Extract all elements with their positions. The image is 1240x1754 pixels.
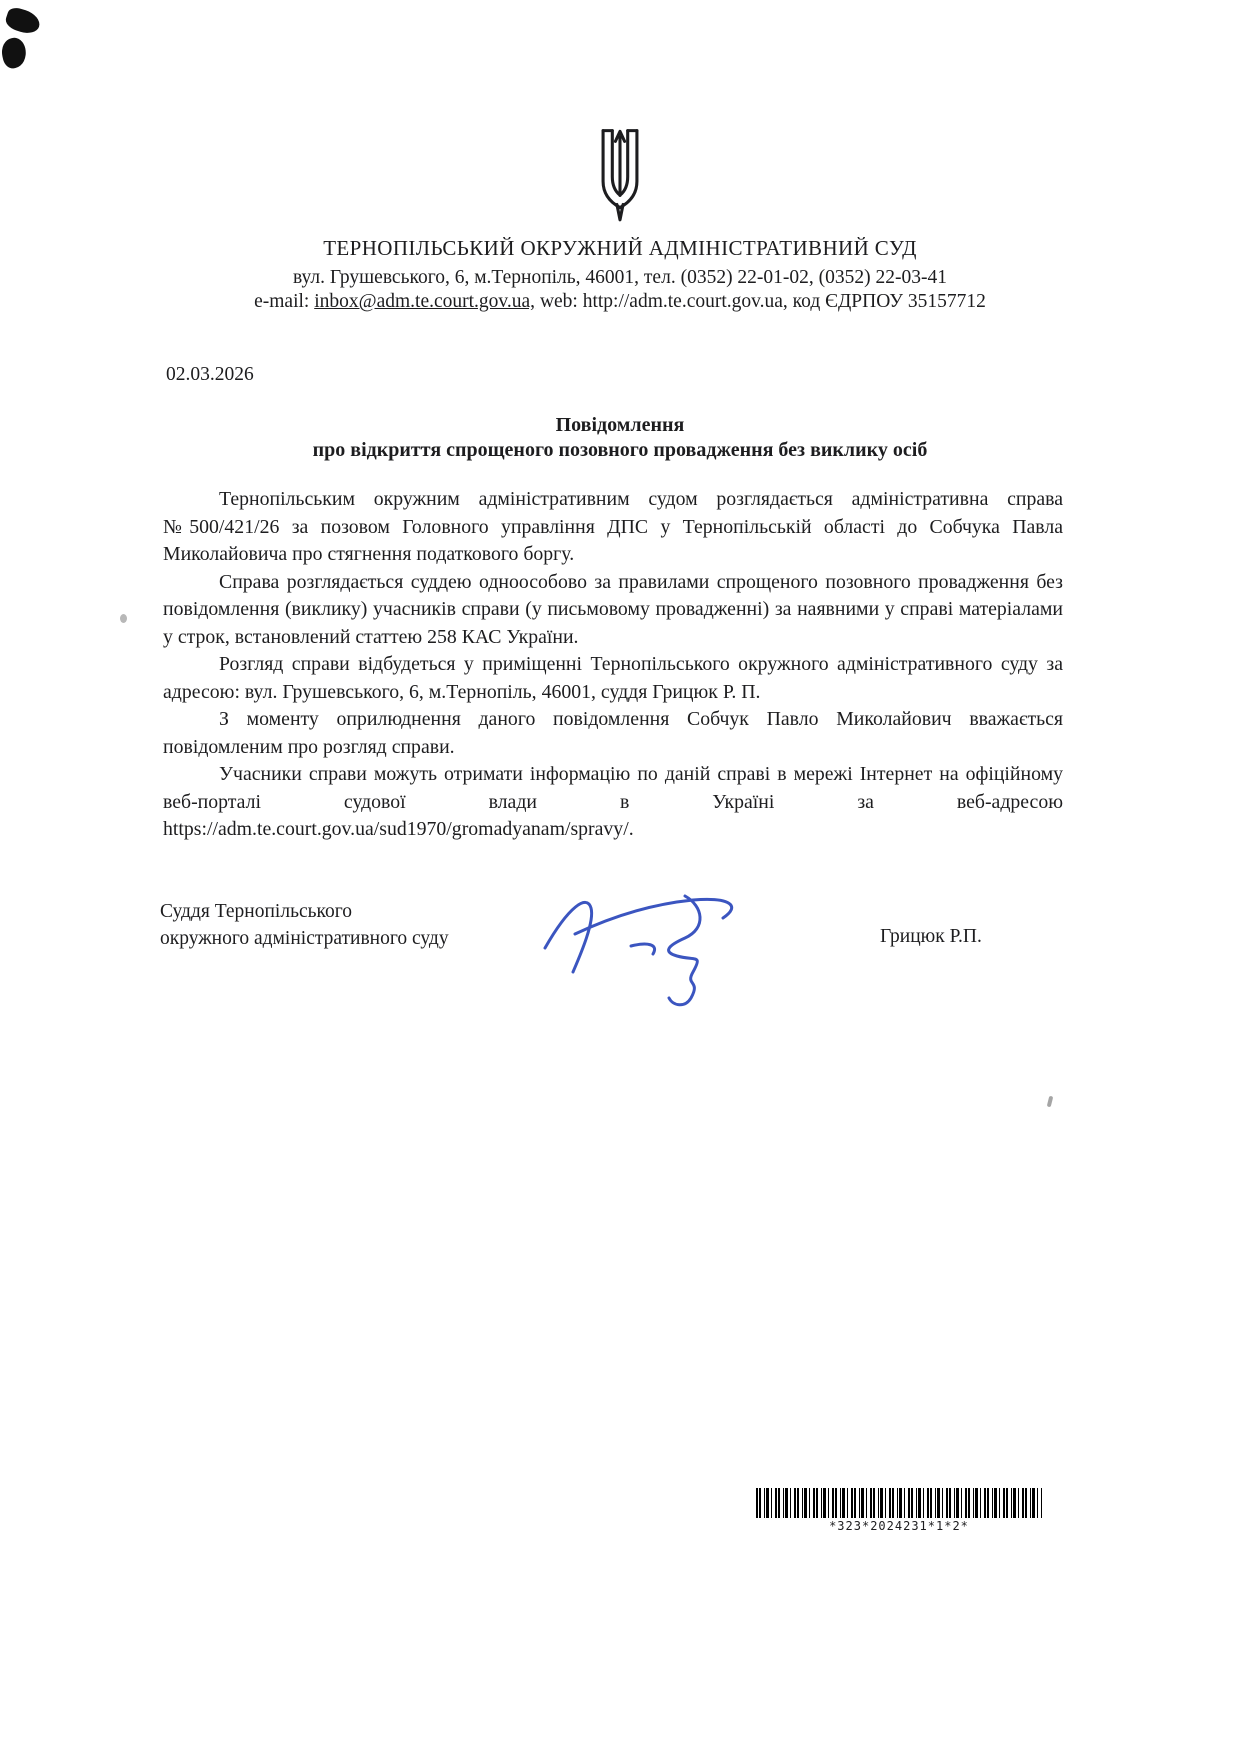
email-label: e-mail:: [254, 291, 315, 312]
paragraph-case-info: Тернопільським окружним адміністративним судом розглядається адміністративна справа №500/421/26 за позовом Головного управління ДПС у Тернопільській області до Собчука Павла Миколайовича про стягнення податкового боргу.: [163, 488, 1063, 565]
signature-block: [160, 898, 1080, 1018]
court-address: вул. Грушевського, 6, м.Тернопіль, 46001, тел. (0352) 22-01-02, (0352) 22-03-41: [292, 267, 948, 288]
scan-artifact: [120, 614, 127, 623]
barcode-bars: [756, 1488, 1042, 1518]
court-web-edrpou: web: http://adm.te.court.gov.ua, код ЄДРПОУ 35157712: [535, 291, 986, 312]
document-title: Повідомлення: [555, 414, 685, 436]
judge-title: [160, 898, 505, 952]
document-date: 02.03.2026: [166, 364, 254, 385]
document-body: [163, 486, 1063, 844]
signature-area: [505, 898, 880, 1018]
scan-artifact: [1047, 1096, 1054, 1108]
court-contacts: [0, 291, 1240, 313]
judge-title-line1: Суддя Тернопільського: [160, 901, 353, 922]
judge-title-line2: окружного адміністративного суду: [160, 928, 449, 949]
paragraph-procedure: Справа розглядається суддею одноособово за правилами спрощеного позовного провадження без повідомлення (виклику) учасників справи (у письмовому провадженні) за наявними у справі матеріалами у строк, встановлений статтею 258 КАС України.: [163, 570, 1063, 648]
letterhead: [0, 126, 1240, 315]
judge-name: Грицюк Р.П.: [880, 926, 982, 947]
scan-artifact: [3, 5, 42, 36]
scan-artifact: [0, 36, 29, 70]
barcode: [756, 1488, 1042, 1533]
handwritten-signature: [535, 876, 785, 1016]
ukraine-trident-icon: [581, 126, 659, 226]
paragraph-hearing: Розгляд справи відбудеться у приміщенні Тернопільського окружного адміністративного суду за адресою: вул. Грушевського, 6, м.Тернопіль, 46001, суддя Грицюк Р. П.: [163, 653, 1063, 703]
paragraph-web-info: Учасники справи можуть отримати інформацію по даній справі в мережі Інтернет на офіційному веб-порталі судової влади в Україні за веб-адресою https://adm.te.court.gov.ua/sud1970/gromadyanam/spravy/.: [163, 763, 1063, 840]
document-subtitle: про відкриття спрощеного позовного провадження без виклику осіб: [312, 439, 928, 461]
paragraph-notification: З моменту оприлюднення даного повідомлення Собчук Павло Миколайович вважається повідомленим про розгляд справи.: [163, 708, 1063, 758]
court-name: ТЕРНОПІЛЬСЬКИЙ ОКРУЖНИЙ АДМІНІСТРАТИВНИЙ СУД: [323, 236, 917, 260]
court-email: inbox@adm.te.court.gov.ua,: [314, 291, 536, 312]
barcode-text: *323*2024231*1*2*: [829, 1519, 969, 1533]
document-title-block: [0, 412, 1240, 464]
